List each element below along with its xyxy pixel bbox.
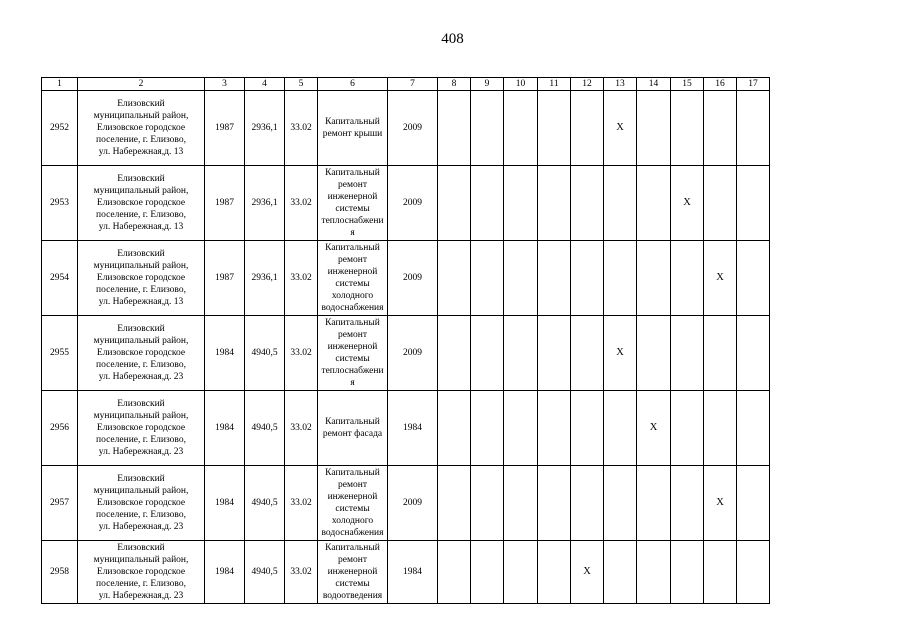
address-cell-line: Елизовский bbox=[117, 543, 165, 553]
column-header-10: 10 bbox=[504, 78, 538, 91]
empty-cell bbox=[438, 541, 471, 604]
row-number: 2954 bbox=[42, 241, 78, 316]
column-header-15: 15 bbox=[671, 78, 704, 91]
empty-cell bbox=[571, 316, 604, 391]
row-number: 2952 bbox=[42, 91, 78, 166]
year-built: 1984 bbox=[205, 391, 245, 466]
code-cell: 33.02 bbox=[285, 541, 318, 604]
year-built: 1987 bbox=[205, 166, 245, 241]
column-header-2: 2 bbox=[78, 78, 205, 91]
empty-cell bbox=[604, 391, 637, 466]
plan-year: 1984 bbox=[388, 391, 438, 466]
address-cell-line: Елизовское городское bbox=[96, 348, 186, 358]
address-cell-line: Елизовское городское bbox=[96, 123, 186, 133]
empty-cell bbox=[504, 391, 538, 466]
work-type-line: системы bbox=[335, 204, 370, 214]
work-type-line: ремонт bbox=[338, 480, 367, 490]
address-cell-line: Елизовское городское bbox=[96, 423, 186, 433]
mark-cell: X bbox=[604, 91, 637, 166]
column-header-9: 9 bbox=[471, 78, 504, 91]
total-area: 4940,5 bbox=[245, 316, 285, 391]
empty-cell bbox=[538, 241, 571, 316]
empty-cell bbox=[737, 391, 770, 466]
total-area: 4940,5 bbox=[245, 391, 285, 466]
total-area: 2936,1 bbox=[245, 241, 285, 316]
total-area: 4940,5 bbox=[245, 541, 285, 604]
work-type-line: инженерной bbox=[327, 192, 378, 202]
code-cell: 33.02 bbox=[285, 391, 318, 466]
work-type bbox=[318, 241, 388, 316]
empty-cell bbox=[737, 466, 770, 541]
empty-cell bbox=[737, 541, 770, 604]
empty-cell bbox=[637, 466, 671, 541]
column-header-17: 17 bbox=[737, 78, 770, 91]
work-type-line: ремонт bbox=[338, 330, 367, 340]
address-cell-line: ул. Набережная,д. 23 bbox=[98, 447, 184, 457]
empty-cell bbox=[571, 466, 604, 541]
empty-cell bbox=[637, 91, 671, 166]
column-header-4: 4 bbox=[245, 78, 285, 91]
work-type-line: я bbox=[350, 378, 355, 388]
address-cell-line: муниципальный район, bbox=[93, 111, 189, 121]
work-type-line: холодного bbox=[331, 516, 374, 526]
address-cell bbox=[78, 466, 205, 541]
plan-year: 2009 bbox=[388, 241, 438, 316]
code-cell: 33.02 bbox=[285, 466, 318, 541]
address-cell-line: поселение, г. Елизово, bbox=[96, 579, 186, 589]
empty-cell bbox=[671, 91, 704, 166]
work-type-line: ремонт bbox=[338, 255, 367, 265]
empty-cell bbox=[671, 541, 704, 604]
column-header-5: 5 bbox=[285, 78, 318, 91]
empty-cell bbox=[471, 166, 504, 241]
empty-cell bbox=[471, 316, 504, 391]
empty-cell bbox=[637, 541, 671, 604]
empty-cell bbox=[538, 166, 571, 241]
work-type-line: инженерной bbox=[327, 267, 378, 277]
address-cell bbox=[78, 166, 205, 241]
table-body bbox=[42, 91, 770, 604]
column-header-13: 13 bbox=[604, 78, 637, 91]
empty-cell bbox=[504, 166, 538, 241]
work-type bbox=[318, 316, 388, 391]
address-cell-line: Елизовское городское bbox=[96, 498, 186, 508]
empty-cell bbox=[704, 541, 737, 604]
empty-cell bbox=[538, 466, 571, 541]
address-cell-line: Елизовский bbox=[117, 174, 165, 184]
address-cell-line: ул. Набережная,д. 13 bbox=[98, 297, 184, 307]
mark-cell: X bbox=[604, 316, 637, 391]
column-header-11: 11 bbox=[538, 78, 571, 91]
work-type-line: ремонт bbox=[338, 180, 367, 190]
empty-cell bbox=[571, 391, 604, 466]
empty-cell bbox=[471, 241, 504, 316]
address-cell-line: поселение, г. Елизово, bbox=[96, 435, 186, 445]
address-cell-line: поселение, г. Елизово, bbox=[96, 135, 186, 145]
mark-cell: X bbox=[704, 466, 737, 541]
plan-year: 1984 bbox=[388, 541, 438, 604]
address-cell-line: Елизовский bbox=[117, 99, 165, 109]
code-cell: 33.02 bbox=[285, 91, 318, 166]
table-row bbox=[42, 91, 770, 166]
table-row bbox=[42, 466, 770, 541]
empty-cell bbox=[737, 91, 770, 166]
address-cell-line: Елизовское городское bbox=[96, 198, 186, 208]
work-type-line: инженерной bbox=[327, 492, 378, 502]
plan-year: 2009 bbox=[388, 91, 438, 166]
empty-cell bbox=[671, 241, 704, 316]
empty-cell bbox=[571, 166, 604, 241]
address-cell-line: Елизовское городское bbox=[96, 567, 186, 577]
work-type-line: теплоснабжени bbox=[321, 366, 384, 376]
empty-cell bbox=[604, 466, 637, 541]
work-type-line: инженерной bbox=[327, 342, 378, 352]
work-type-line: Капитальный bbox=[325, 468, 380, 478]
work-type-line: Капитальный bbox=[325, 543, 380, 553]
work-type-line: системы bbox=[335, 579, 370, 589]
address-cell bbox=[78, 391, 205, 466]
row-number: 2955 bbox=[42, 316, 78, 391]
empty-cell bbox=[538, 91, 571, 166]
column-header-3: 3 bbox=[205, 78, 245, 91]
address-cell-line: муниципальный район, bbox=[93, 186, 189, 196]
mark-cell: X bbox=[671, 166, 704, 241]
column-header-12: 12 bbox=[571, 78, 604, 91]
address-cell-line: поселение, г. Елизово, bbox=[96, 510, 186, 520]
empty-cell bbox=[671, 466, 704, 541]
address-cell-line: муниципальный район, bbox=[93, 411, 189, 421]
empty-cell bbox=[538, 391, 571, 466]
row-number: 2953 bbox=[42, 166, 78, 241]
empty-cell bbox=[671, 316, 704, 391]
empty-cell bbox=[504, 541, 538, 604]
empty-cell bbox=[704, 391, 737, 466]
capital-repair-table bbox=[41, 77, 770, 604]
address-cell bbox=[78, 541, 205, 604]
work-type-line: теплоснабжени bbox=[321, 216, 384, 226]
address-cell-line: муниципальный район, bbox=[93, 555, 189, 565]
empty-cell bbox=[737, 316, 770, 391]
code-cell: 33.02 bbox=[285, 241, 318, 316]
empty-cell bbox=[704, 166, 737, 241]
table-row bbox=[42, 166, 770, 241]
row-number: 2958 bbox=[42, 541, 78, 604]
work-type-line: холодного bbox=[331, 291, 374, 301]
address-cell-line: ул. Набережная,д. 13 bbox=[98, 222, 184, 232]
address-cell-line: муниципальный район, bbox=[93, 486, 189, 496]
plan-year: 2009 bbox=[388, 316, 438, 391]
empty-cell bbox=[438, 166, 471, 241]
empty-cell bbox=[737, 241, 770, 316]
work-type bbox=[318, 391, 388, 466]
work-type-line: Капитальный bbox=[325, 417, 380, 427]
empty-cell bbox=[538, 316, 571, 391]
column-header-14: 14 bbox=[637, 78, 671, 91]
work-type bbox=[318, 166, 388, 241]
address-cell-line: поселение, г. Елизово, bbox=[96, 360, 186, 370]
work-type-line: ремонт крыши bbox=[322, 129, 383, 139]
mark-cell: X bbox=[704, 241, 737, 316]
address-cell-line: ул. Набережная,д. 23 bbox=[98, 372, 184, 382]
year-built: 1984 bbox=[205, 541, 245, 604]
address-cell-line: муниципальный район, bbox=[93, 261, 189, 271]
total-area: 2936,1 bbox=[245, 91, 285, 166]
empty-cell bbox=[637, 241, 671, 316]
empty-cell bbox=[637, 166, 671, 241]
empty-cell bbox=[438, 241, 471, 316]
empty-cell bbox=[604, 541, 637, 604]
empty-cell bbox=[438, 466, 471, 541]
mark-cell: X bbox=[571, 541, 604, 604]
empty-cell bbox=[704, 316, 737, 391]
work-type-line: Капитальный bbox=[325, 243, 380, 253]
column-header-8: 8 bbox=[438, 78, 471, 91]
address-cell-line: ул. Набережная,д. 13 bbox=[98, 147, 184, 157]
empty-cell bbox=[471, 391, 504, 466]
row-number: 2956 bbox=[42, 391, 78, 466]
work-type-line: Капитальный bbox=[325, 168, 380, 178]
address-cell-line: Елизовский bbox=[117, 474, 165, 484]
mark-cell: X bbox=[637, 391, 671, 466]
work-type bbox=[318, 466, 388, 541]
empty-cell bbox=[471, 91, 504, 166]
column-header-1: 1 bbox=[42, 78, 78, 91]
row-number: 2957 bbox=[42, 466, 78, 541]
address-cell-line: Елизовский bbox=[117, 324, 165, 334]
empty-cell bbox=[571, 241, 604, 316]
header-row bbox=[42, 78, 770, 91]
empty-cell bbox=[504, 316, 538, 391]
work-type bbox=[318, 541, 388, 604]
work-type-line: системы bbox=[335, 504, 370, 514]
work-type-line: системы bbox=[335, 354, 370, 364]
address-cell-line: муниципальный район, bbox=[93, 336, 189, 346]
table-row bbox=[42, 316, 770, 391]
address-cell-line: Елизовский bbox=[117, 249, 165, 259]
column-header-7: 7 bbox=[388, 78, 438, 91]
work-type-line: водоснабжения bbox=[321, 303, 384, 313]
total-area: 4940,5 bbox=[245, 466, 285, 541]
empty-cell bbox=[604, 166, 637, 241]
empty-cell bbox=[471, 466, 504, 541]
table-row bbox=[42, 391, 770, 466]
address-cell bbox=[78, 91, 205, 166]
work-type-line: инженерной bbox=[327, 567, 378, 577]
column-header-16: 16 bbox=[704, 78, 737, 91]
empty-cell bbox=[637, 316, 671, 391]
table-row bbox=[42, 241, 770, 316]
empty-cell bbox=[504, 91, 538, 166]
empty-cell bbox=[538, 541, 571, 604]
total-area: 2936,1 bbox=[245, 166, 285, 241]
empty-cell bbox=[571, 91, 604, 166]
work-type-line: системы bbox=[335, 279, 370, 289]
work-type-line: ремонт фасада bbox=[322, 429, 383, 439]
code-cell: 33.02 bbox=[285, 316, 318, 391]
address-cell-line: Елизовское городское bbox=[96, 273, 186, 283]
empty-cell bbox=[604, 241, 637, 316]
empty-cell bbox=[504, 466, 538, 541]
work-type-line: Капитальный bbox=[325, 117, 380, 127]
work-type-line: ремонт bbox=[338, 555, 367, 565]
empty-cell bbox=[671, 391, 704, 466]
table-row bbox=[42, 541, 770, 604]
plan-year: 2009 bbox=[388, 166, 438, 241]
empty-cell bbox=[471, 541, 504, 604]
year-built: 1987 bbox=[205, 91, 245, 166]
empty-cell bbox=[438, 91, 471, 166]
work-type-line: водоснабжения bbox=[321, 528, 384, 538]
work-type-line: водоотведения bbox=[322, 591, 383, 601]
code-cell: 33.02 bbox=[285, 166, 318, 241]
work-type-line: Капитальный bbox=[325, 318, 380, 328]
plan-year: 2009 bbox=[388, 466, 438, 541]
empty-cell bbox=[438, 316, 471, 391]
work-type-line: я bbox=[350, 228, 355, 238]
column-header-6: 6 bbox=[318, 78, 388, 91]
address-cell-line: поселение, г. Елизово, bbox=[96, 285, 186, 295]
year-built: 1987 bbox=[205, 241, 245, 316]
address-cell bbox=[78, 316, 205, 391]
address-cell-line: поселение, г. Елизово, bbox=[96, 210, 186, 220]
empty-cell bbox=[504, 241, 538, 316]
page-number: 408 bbox=[441, 31, 464, 47]
address-cell-line: ул. Набережная,д. 23 bbox=[98, 522, 184, 532]
empty-cell bbox=[704, 91, 737, 166]
address-cell-line: Елизовский bbox=[117, 399, 165, 409]
year-built: 1984 bbox=[205, 316, 245, 391]
address-cell bbox=[78, 241, 205, 316]
year-built: 1984 bbox=[205, 466, 245, 541]
address-cell-line: ул. Набережная,д. 23 bbox=[98, 591, 184, 601]
work-type bbox=[318, 91, 388, 166]
empty-cell bbox=[737, 166, 770, 241]
empty-cell bbox=[438, 391, 471, 466]
